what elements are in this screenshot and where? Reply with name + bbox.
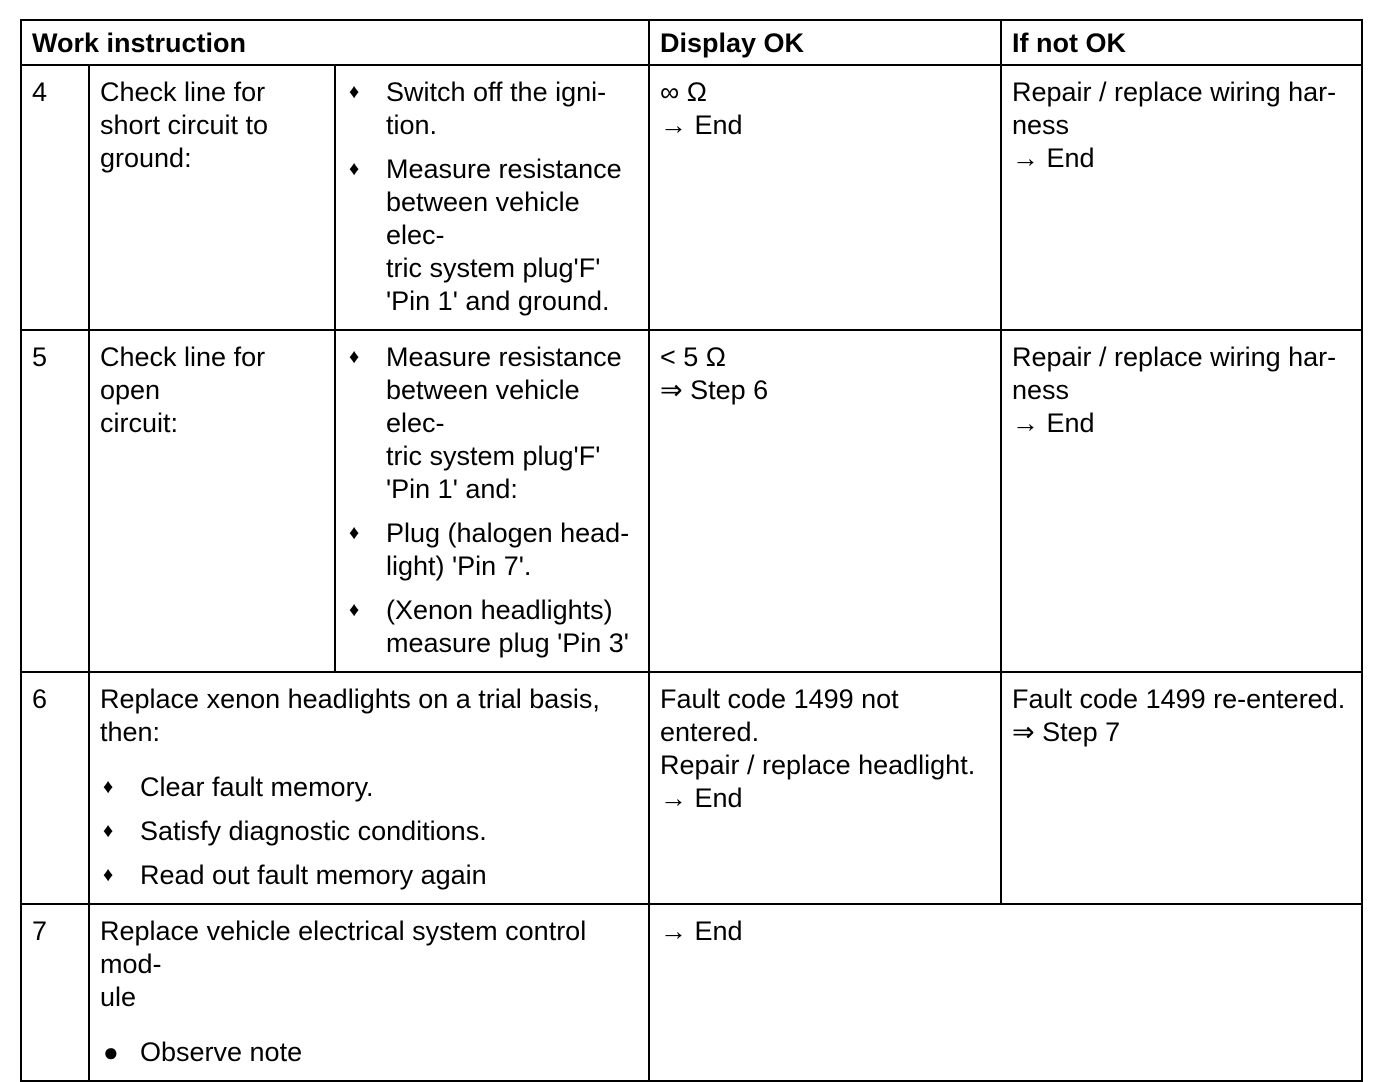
display-ok-cell: ∞ Ω → End (649, 65, 1001, 330)
diamond-bullet-icon: ♦ (349, 599, 360, 621)
work-instruction-table (20, 19, 1363, 1082)
diamond-bullet-icon: ♦ (103, 864, 114, 886)
if-not-ok-cell: Repair / replace wiring har- ness → End (1001, 330, 1362, 672)
if-not-ok-cell: Repair / replace wiring har- ness → End (1001, 65, 1362, 330)
instruction-intro: Replace vehicle electrical system control mod- ule (100, 916, 587, 1012)
table-row (21, 65, 1362, 330)
list-item: ♦ Read out fault memory again (103, 860, 487, 890)
diamond-bullet-icon: ♦ (349, 158, 360, 180)
diamond-bullet-icon: ♦ (103, 820, 114, 842)
display-ok-cell: Fault code 1499 not entered. Repair / replace headlight. → End (649, 672, 1001, 904)
step-number: 4 (21, 65, 89, 330)
diamond-bullet-icon: ♦ (349, 522, 360, 544)
step-number: 7 (21, 904, 89, 1081)
list-item: ♦ Measure resistance between vehicle elec- tric system plug'F' 'Pin 1' and: (349, 342, 622, 504)
header-display-ok: Display OK (649, 20, 1001, 65)
header-if-not-ok: If not OK (1001, 20, 1362, 65)
instruction-intro: Replace xenon headlights on a trial basis, then: (100, 684, 600, 747)
list-item: ● Observe note (103, 1037, 303, 1067)
table-row (21, 904, 1362, 1081)
list-item: ♦ Switch off the igni- tion. (349, 77, 607, 140)
diamond-bullet-icon: ♦ (349, 346, 360, 368)
list-item: ♦ Measure resistance between vehicle elec- tric system plug'F' 'Pin 1' and ground. (349, 154, 622, 316)
table-row (21, 672, 1362, 904)
check-description: Check line for short circuit to ground: (89, 65, 335, 330)
list-item: ♦ Satisfy diagnostic conditions. (103, 816, 487, 846)
instruction-cell (89, 672, 649, 904)
display-ok-cell: < 5 Ω ⇒ Step 6 (649, 330, 1001, 672)
diamond-bullet-icon: ♦ (349, 81, 360, 103)
table-row (21, 330, 1362, 672)
instruction-bullets (335, 330, 649, 672)
round-bullet-icon: ● (103, 1037, 119, 1067)
step-number: 6 (21, 672, 89, 904)
header-row (21, 20, 1362, 65)
list-item: ♦ Clear fault memory. (103, 772, 374, 802)
header-work-instruction: Work instruction (21, 20, 649, 65)
list-item: ♦ (Xenon headlights) measure plug 'Pin 3' (349, 595, 629, 658)
list-item: ♦ Plug (halogen head- light) 'Pin 7'. (349, 518, 630, 581)
if-not-ok-cell: Fault code 1499 re-entered. ⇒ Step 7 (1001, 672, 1362, 904)
check-description: Check line for open circuit: (89, 330, 335, 672)
instruction-bullets (335, 65, 649, 330)
display-ok-cell: → End (649, 904, 1362, 1081)
step-number: 5 (21, 330, 89, 672)
diamond-bullet-icon: ♦ (103, 776, 114, 798)
instruction-cell (89, 904, 649, 1081)
